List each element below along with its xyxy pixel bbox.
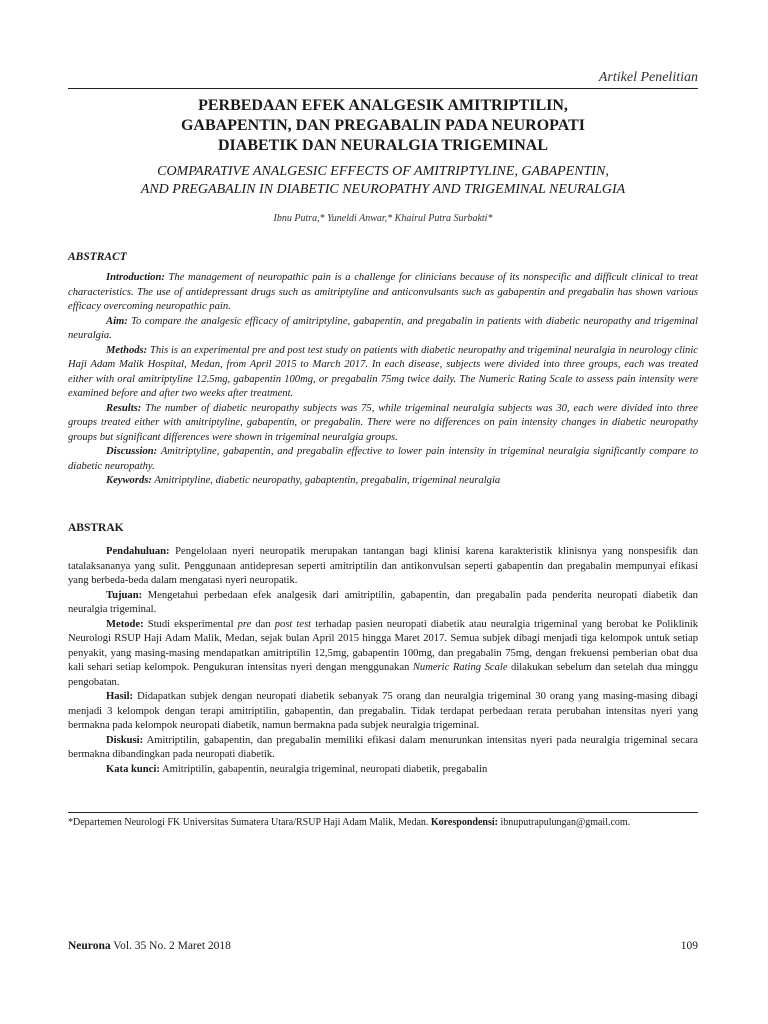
pendahuluan-label: Pendahuluan: — [106, 546, 170, 557]
hasil-label: Hasil: — [106, 691, 134, 702]
discussion-text: Amitriptyline, gabapentin, and pregabalin effective to lower pain intensity in trigeminal neuralgia significantly compare to diabetic neuropathy. — [68, 446, 698, 472]
abstract-indonesian — [68, 545, 698, 777]
journal-page — [68, 0, 698, 1024]
metode-text-3: terhadap pasien neuropati diabetik atau neuralgia trigeminal yang berobat ke Poliklinik Neurologi RSUP Haji Adam Malik, Medan, sejak bulan April 2015 hingga Maret 2017. Semua subjek dibagi menjadi tiga kelompok untuk setiap penyakit, yang masing-masing mendapatkan amitriptilin 12,5mg, gabapentin 100mg, dan pregabalin 75mg, dengan frekuensi pemberian obat dua kali sehari setiap kelompok. Pengukuran intensitas nyeri dengan menggunakan — [68, 618, 698, 673]
keywords-label: Keywords: — [106, 475, 152, 486]
abstrak-kata-kunci — [68, 763, 698, 778]
hasil-text: Didapatkan subjek dengan neuropati diabetik sebanyak 75 orang dan neuralgia trigeminal 30 orang yang masing-masing dibagi menjadi 3 kelompok dengan terapi amitriptilin, gabapentin, dan pregabalin. Tidak terdapat perbedaan rerata perubahan intensitas nyeri yang bermakna pada kelompok neuropati diabetik, namun bermakna pada subjek neuralgia trigeminal. — [68, 691, 698, 731]
aim-text: To compare the analgesic efficacy of amitriptyline, gabapentin, and pregabalin in patients with diabetic neuropathy and trigeminal neuralgia. — [68, 315, 698, 341]
abstrak-tujuan — [68, 589, 698, 618]
metode-text-4: dilakukan sebelum dan setelah dua minggu pengobatan. — [68, 662, 699, 688]
article-type-label: Artikel Penelitian — [598, 70, 698, 85]
keywords-text: Amitriptyline, diabetic neuropathy, gabaptentin, pregabalin, trigeminal neuralgia — [154, 475, 501, 486]
metode-text-1: Studi eksperimental — [147, 618, 234, 630]
abstract-keywords — [68, 474, 698, 489]
results-text: The number of diabetic neuropathy subjects was 75, while trigeminal neuralgia subjects was 30, each were divided into three groups treated either with amitriptyline, gabapentin, or pregabalin. There were no differences on pain intensity changes in diabetic neuropathy groups but significant differences were shown in trigeminal neuralgia groups. — [68, 402, 698, 443]
subtitle-line-1: COMPARATIVE ANALGESIC EFFECTS OF AMITRIPTYLINE, GABAPENTIN, — [157, 164, 609, 179]
journal-issue: Vol. 35 No. 2 Maret 2018 — [113, 940, 231, 952]
abstrak-diskusi — [68, 734, 698, 763]
affiliation-text: *Departemen Neurologi FK Universitas Sumatera Utara/RSUP Haji Adam Malik, Medan. — [68, 817, 429, 828]
title-line-2: GABAPENTIN, DAN PREGABALIN PADA NEUROPATI — [180, 117, 586, 134]
metode-label: Metode: — [106, 618, 144, 630]
aim-label: Aim: — [106, 315, 128, 327]
author-list: Ibnu Putra,* Yuneldi Anwar,* Khairul Putra Surbakti* — [273, 213, 493, 224]
header-rule — [68, 88, 698, 89]
abstract-heading: ABSTRACT — [68, 251, 127, 263]
abstract-introduction — [68, 271, 698, 315]
discussion-label: Discussion: — [106, 446, 158, 457]
abstrak-heading: ABSTRAK — [68, 522, 124, 534]
journal-citation — [68, 940, 231, 952]
abstract-discussion — [68, 445, 698, 474]
correspondence-label: Korespondensi: — [430, 817, 498, 828]
affiliation-footnote — [68, 817, 698, 828]
english-title — [68, 163, 698, 199]
article-title — [68, 96, 698, 156]
abstract-results — [68, 402, 698, 446]
methods-text: This is an experimental pre and post test study on patients with diabetic neuropathy and trigeminal neuralgia in neurology clinic Haji Adam Malik Hospital, Medan, from April 2015 to March 2017. In each disease, subjects were divided into three groups, each was treated either with oral amitriptyline 12.5mg, gabapentin 100mg, or pregabalin 75mg twice daily. The Numeric Rating Scale to assess pain intensity were examined before and after two weeks after treatment. — [68, 344, 698, 399]
pendahuluan-text: Pengelolaan nyeri neuropatik merupakan tantangan bagi klinisi karena karakteristik klinisnya yang nonspesifik dan tatalaksananya yang sulit. Penggunaan antidepresan seperti amitriptilin dan antikonvulsan seperti gabapentin dan pregabalin mempunyai efikasi yang berbeda-beda dalam mengatasi nyeri neuropatik. — [68, 546, 698, 586]
introduction-text: The management of neuropathic pain is a challenge for clinicians because of its nonspecific and difficult clinical to treat characteristics. The use of antidepressant drugs such as amitriptyline and anticonvulsants such as gabapentin and pregabalin has shown various efficacy overcoming neuropathic pain. — [68, 272, 698, 312]
kata-kunci-text: Amitriptilin, gabapentin, neuralgia trigeminal, neuropati diabetik, pregabalin — [161, 763, 488, 775]
subtitle-line-2: AND PREGABALIN IN DIABETIC NEUROPATHY AND TRIGEMINAL NEURALGIA — [140, 182, 626, 197]
title-line-1: PERBEDAAN EFEK ANALGESIK AMITRIPTILIN, — [198, 97, 568, 114]
abstract-english — [68, 271, 698, 489]
correspondence-email: ibnuputrapulungan@gmail.com. — [500, 817, 631, 828]
abstrak-hasil — [68, 690, 698, 734]
kata-kunci-label: Kata kunci: — [106, 763, 160, 775]
diskusi-text: Amitriptilin, gabapentin, dan pregabalin memiliki efikasi dalam menurunkan intensitas nyeri pada neuralgia trigeminal secara bermakna dibandingkan pada neuropati diabetik. — [68, 734, 698, 760]
methods-label: Methods: — [106, 344, 148, 356]
abstract-aim — [68, 315, 698, 344]
abstrak-pendahuluan — [68, 545, 698, 589]
title-line-3: DIABETIK DAN NEURALGIA TRIGEMINAL — [218, 137, 548, 154]
journal-name: Neurona — [68, 940, 111, 952]
metode-nrs: Numeric Rating Scale — [412, 662, 508, 673]
metode-post: post test — [274, 618, 312, 630]
footnote-rule — [68, 812, 698, 813]
introduction-label: Introduction: — [106, 272, 165, 283]
results-label: Results: — [106, 402, 142, 414]
metode-text-2: dan — [255, 618, 271, 630]
abstrak-metode — [68, 618, 698, 691]
diskusi-label: Diskusi: — [106, 734, 144, 746]
tujuan-text: Mengetahui perbedaan efek analgesik dari amitriptilin, gabapentin, dan pregabalin pada penderita neuropati diabetik dan neuralgia trigeminal. — [68, 589, 698, 615]
page-number: 109 — [680, 940, 698, 952]
metode-pre: pre — [237, 618, 252, 630]
tujuan-label: Tujuan: — [106, 589, 143, 601]
abstract-methods — [68, 344, 698, 402]
